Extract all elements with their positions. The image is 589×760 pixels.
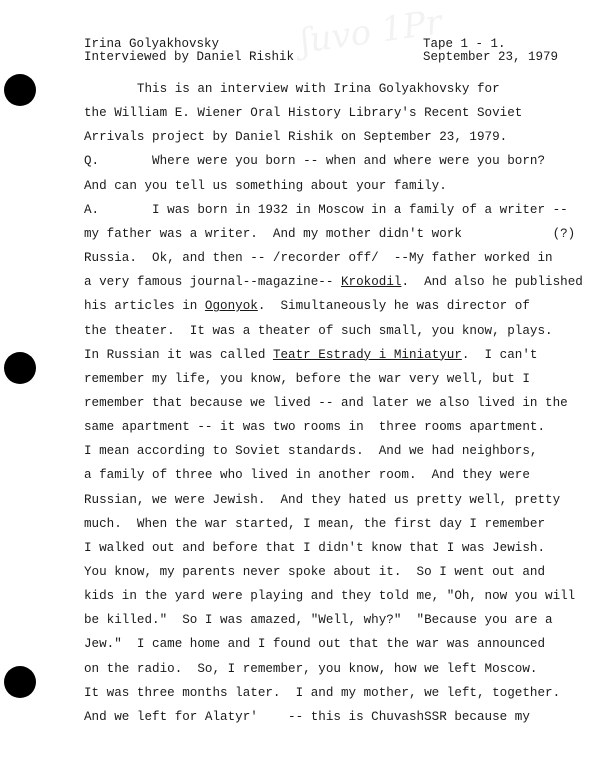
transcript-line: [84, 82, 500, 96]
line-text: remember that because we lived -- and later we also lived in the: [84, 395, 568, 410]
binder-hole-top: [4, 74, 36, 106]
transcript-line: [84, 324, 553, 338]
interviewee-name: Irina Golyakhovsky: [84, 37, 220, 51]
line-text: In Russian it was called: [84, 347, 273, 362]
transcript-line: [84, 686, 560, 700]
transcript-line: [84, 493, 560, 507]
transcript-line: [84, 130, 507, 144]
transcript-line: [84, 372, 530, 386]
line-text: Q. Where were you born -- when and where were you born?: [84, 154, 546, 169]
line-text: kids in the yard were playing and they told me, "Oh, now you will: [84, 589, 576, 604]
line-text: This is an interview with Irina Golyakhovsky for: [84, 82, 500, 96]
line-text: Arrivals project by Daniel Rishik on September 23, 1979.: [84, 130, 508, 145]
line-text: my father was a writer. And my mother didn't work (?): [84, 226, 576, 241]
line-text: the William E. Wiener Oral History Library's Recent Soviet: [84, 106, 523, 121]
line-text: remember my life, you know, before the war very well, but I: [84, 371, 530, 386]
transcript-line: [84, 468, 530, 482]
line-text: Russian, we were Jewish. And they hated us pretty well, pretty: [84, 492, 561, 507]
line-text: the theater. It was a theater of such small, you know, plays.: [84, 323, 553, 338]
transcript-line: [84, 251, 553, 265]
transcript-line: [84, 179, 447, 193]
faint-watermark: ʃuvo 1Pr: [297, 2, 445, 62]
transcript-line: [84, 227, 575, 241]
line-text: I mean according to Soviet standards. And we had neighbors,: [84, 444, 538, 459]
transcript-line: [84, 517, 545, 531]
underlined-title: Krokodil: [340, 275, 402, 290]
line-text: A. I was born in 1932 in Moscow in a family of a writer --: [84, 202, 568, 217]
transcript-line: [84, 565, 545, 579]
transcript-line: [84, 106, 522, 120]
transcript-line: [84, 203, 568, 217]
line-text: same apartment -- it was two rooms in three rooms apartment.: [84, 420, 546, 435]
underlined-title: Ogonyok: [204, 299, 258, 314]
transcript-line: [84, 589, 575, 603]
line-text: I walked out and before that I didn't know that I was Jewish.: [84, 540, 546, 555]
transcript-line: [84, 154, 545, 168]
line-text: much. When the war started, I mean, the first day I remember: [84, 516, 546, 531]
transcript-line: [84, 348, 537, 362]
transcript-line: [84, 444, 537, 458]
line-text: on the radio. So, I remember, you know, how we left Moscow.: [84, 661, 538, 676]
transcript-line: [84, 275, 583, 289]
transcript-line: [84, 396, 568, 410]
binder-hole-bottom: [4, 666, 36, 698]
line-text: . I can't: [461, 347, 538, 362]
transcript-line: [84, 613, 553, 627]
line-text: . Simultaneously he was director of: [257, 299, 530, 314]
transcript-line: [84, 541, 545, 555]
transcript-line: [84, 637, 545, 651]
line-text: . And also he published: [401, 275, 583, 290]
line-text: be killed." So I was amazed, "Well, why?" "Because you are a: [84, 613, 553, 628]
line-text: It was three months later. I and my mother, we left, together.: [84, 685, 561, 700]
line-text: Russia. Ok, and then -- /recorder off/ --My father worked in: [84, 251, 553, 266]
interviewer-line: Interviewed by Daniel Rishik: [84, 50, 295, 64]
transcript-line: [84, 299, 530, 313]
line-text: his articles in: [84, 299, 205, 314]
transcript-line: [84, 710, 530, 724]
line-text: a very famous journal--magazine--: [84, 275, 341, 290]
transcript-line: [84, 420, 545, 434]
line-text: a family of three who lived in another room. And they were: [84, 468, 530, 483]
tape-number: Tape 1 - 1.: [423, 37, 506, 51]
line-text: And we left for Alatyr' -- this is ChuvashSSR because my: [84, 709, 530, 724]
line-text: You know, my parents never spoke about it. So I went out and: [84, 565, 546, 579]
binder-hole-middle: [4, 352, 36, 384]
line-text: And can you tell us something about your family.: [84, 178, 447, 193]
interview-date: September 23, 1979: [423, 50, 559, 64]
transcript-line: [84, 662, 537, 676]
line-text: Jew." I came home and I found out that the war was announced: [84, 637, 546, 652]
underlined-title: Teatr Estrady i Miniatyur: [272, 347, 462, 362]
